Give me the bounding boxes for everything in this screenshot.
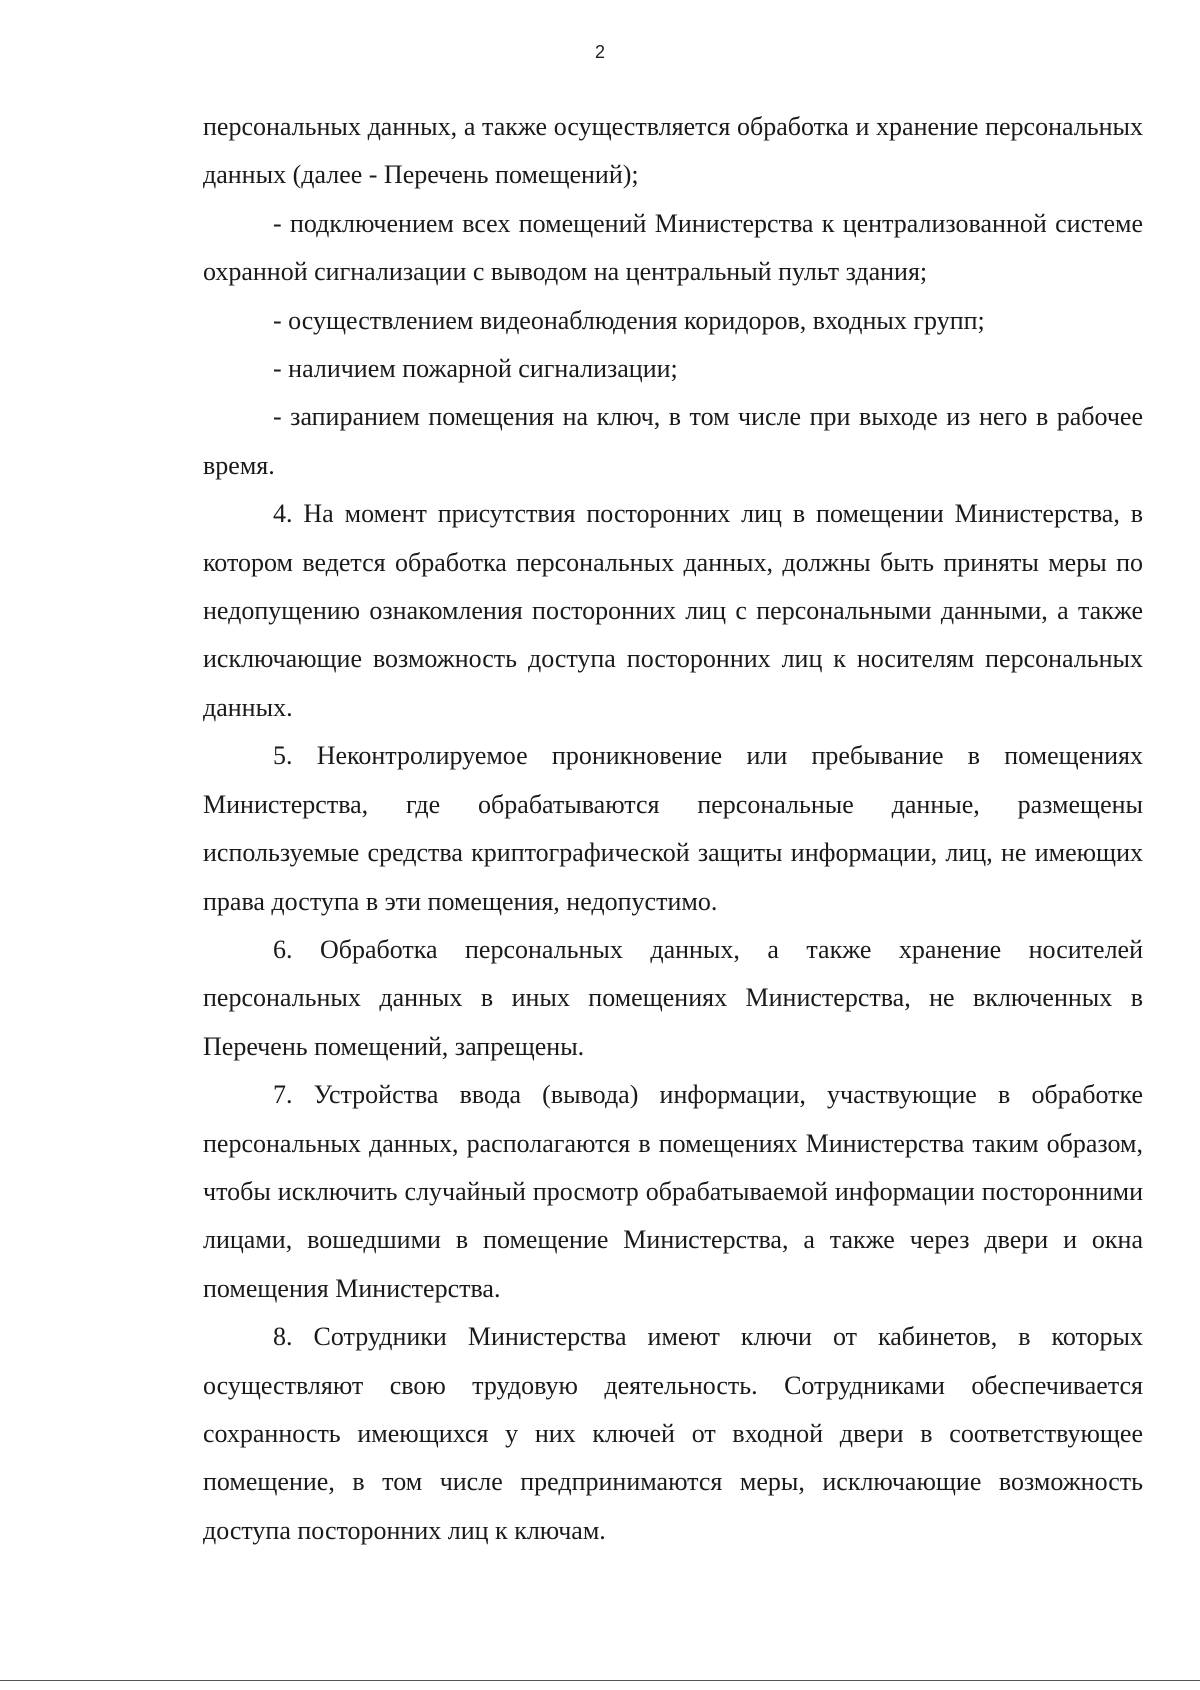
paragraph-4: 4. На момент присутствия посторонних лиц в помещении Министерства, в котором ведется обработка персональных данных, должны быть приняты меры по недопущению ознакомления посторонних лиц с персональными данными, а также исключающие возможность доступа посторонних лиц к носителям персональных данных. [203,499,1143,722]
list-item-locking: - запиранием помещения на ключ, в том числе при выходе из него в рабочее время. [203,402,1143,480]
paragraph-6: 6. Обработка персональных данных, а также хранение носителей персональных данных в иных помещениях Министерства, не включенных в Перечень помещений, запрещены. [203,934,1143,1061]
list-item-video-surveillance: - осуществлением видеонаблюдения коридоров, входных групп; [273,305,985,335]
list-item-alarm-system: - подключением всех помещений Министерства к централизованной системе охранной сигнализации с выводом на центральный пульт здания; [203,208,1143,287]
scan-edge-line [0,1680,1200,1681]
page-number: 2 [594,42,605,62]
paragraph-5: 5. Неконтролируемое проникновение или пребывание в помещениях Министерства, где обрабатываются персональные данные, размещены используемые средства криптографической защиты информации, лиц, не имеющих права доступа в эти помещения, недопустимо. [203,741,1143,916]
paragraph-7: 7. Устройства ввода (вывода) информации, участвующие в обработке персональных данных, располагаются в помещениях Министерства таким образом, чтобы исключить случайный просмотр обрабатываемой информации посторонними лицами, вошедшими в помещение Министерства, а также через двери и окна помещения Министерства. [203,1080,1143,1303]
list-item-fire-alarm: - наличием пожарной сигнализации; [273,354,678,384]
document-body [203,103,1143,1555]
paragraph-continuation: персональных данных, а также осуществляется обработка и хранение персональных данных (далее - Перечень помещений); [203,112,1143,190]
paragraph-8: 8. Сотрудники Министерства имеют ключи от кабинетов, в которых осуществляют свою трудовую деятельность. Сотрудниками обеспечивается сохранность имеющихся у них ключей от входной двери в соответствующее помещение, в том числе предпринимаются меры, исключающие возможность доступа посторонних лиц к ключам. [203,1322,1143,1545]
